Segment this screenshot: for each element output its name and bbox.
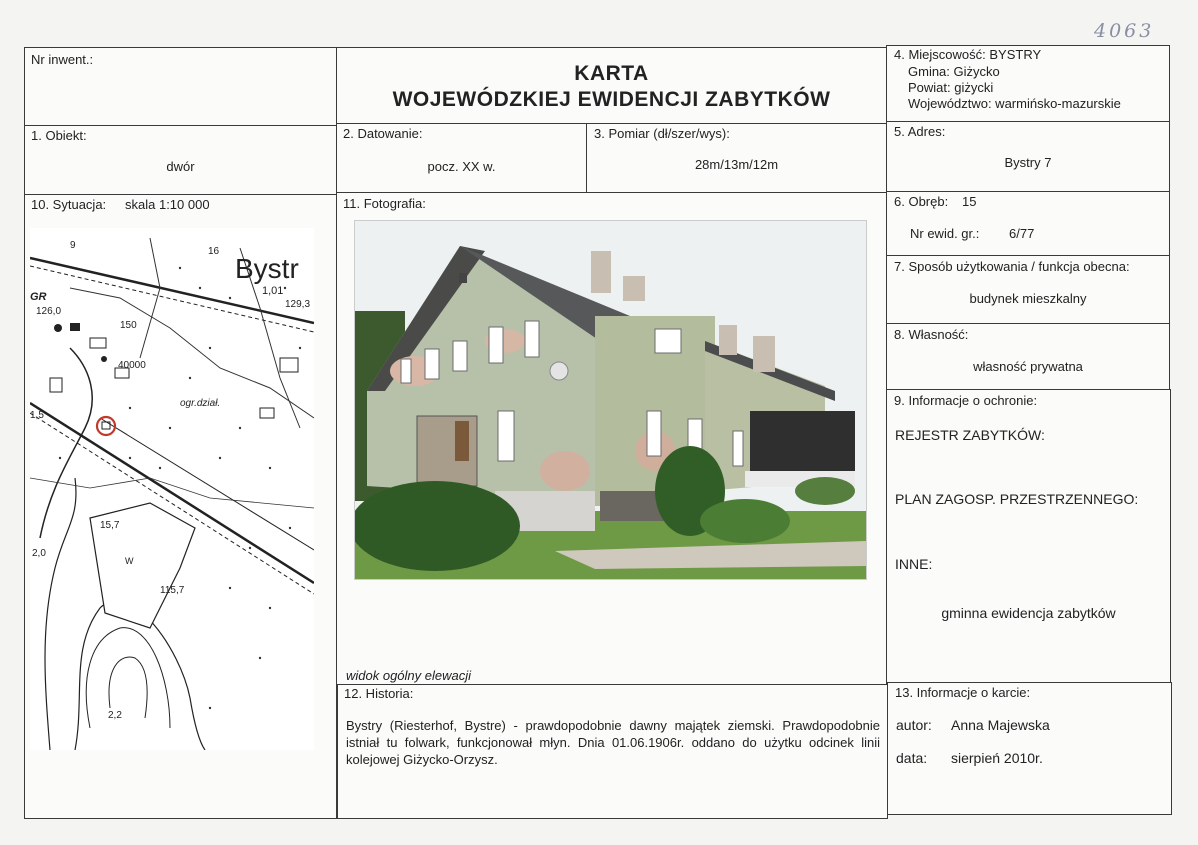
svg-text:126,0: 126,0 — [36, 306, 62, 317]
photo-caption: widok ogólny elewacji — [346, 668, 472, 683]
ownership-value: własność prywatna — [973, 359, 1083, 374]
voivodeship-value: Województwo: warmińsko-mazurskie — [908, 96, 1121, 111]
commune-value: Gmina: Giżycko — [908, 64, 1000, 79]
history-label: 12. Historia: — [344, 686, 414, 701]
protection-label: 9. Informacje o ochronie: — [894, 393, 1038, 408]
card-subtitle: WOJEWÓDZKIEJ EWIDENCJI ZABYTKÓW — [392, 88, 831, 111]
map-drawing — [30, 228, 314, 750]
svg-text:115,7: 115,7 — [160, 585, 185, 596]
svg-text:9: 9 — [70, 240, 76, 251]
ownership-cell — [886, 323, 1170, 390]
use-cell — [886, 255, 1170, 324]
svg-text:2,0: 2,0 — [32, 548, 46, 559]
other-label: INNE: — [895, 556, 933, 572]
use-label: 7. Sposób użytkowania / funkcja obecna: — [894, 259, 1130, 274]
svg-text:1,5: 1,5 — [30, 410, 44, 421]
map-label-bystr: Bystr — [235, 253, 299, 284]
dating-label: 2. Datowanie: — [343, 126, 423, 141]
precinct-cell — [886, 191, 1170, 256]
measure-value: 28m/13m/12m — [694, 157, 779, 172]
address-cell — [886, 121, 1170, 192]
svg-text:1,01: 1,01 — [262, 285, 284, 297]
svg-text:2,2: 2,2 — [108, 710, 122, 721]
inventory-cell — [24, 47, 337, 126]
svg-text:150: 150 — [120, 320, 137, 331]
parcel-value: 6/77 — [1009, 226, 1035, 241]
card-title: KARTA — [574, 62, 649, 85]
svg-text:16: 16 — [208, 246, 220, 257]
photo-label: 11. Fotografia: — [343, 196, 426, 211]
history-text: Bystry (Riesterhof, Bystre) - prawdopodobnie dawny majątek ziemski. Prawdopodobnie istniał tu folwark, funkcjonował młyn. Dnia 01.06.1906r. oddano do użytku odcinek linii kolejowej Giżycko-Orzysz. — [346, 718, 880, 767]
register-label: REJESTR ZABYTKÓW: — [895, 427, 1045, 443]
situation-scale: skala 1:10 000 — [125, 197, 210, 212]
dating-cell — [336, 123, 587, 195]
date-value: sierpień 2010r. — [951, 750, 1043, 766]
svg-text:40000: 40000 — [118, 360, 146, 371]
ownership-label: 8. Własność: — [894, 327, 969, 342]
precinct-value: 15 — [962, 194, 977, 209]
title-cell — [336, 47, 887, 126]
history-cell — [337, 684, 888, 819]
measure-cell — [586, 123, 887, 195]
other-value: gminna ewidencja zabytków — [941, 605, 1116, 621]
plan-label: PLAN ZAGOSP. PRZESTRZENNEGO: — [895, 491, 1139, 507]
author-value: Anna Majewska — [951, 717, 1050, 733]
situation-map — [30, 228, 314, 750]
photo-drawing — [355, 221, 866, 579]
locality-label: 4. Miejscowość: BYSTRY — [894, 47, 1042, 62]
use-value: budynek mieszkalny — [969, 291, 1087, 306]
svg-text:GR: GR — [30, 291, 47, 303]
card-number-handwritten: 4063 — [1094, 20, 1155, 42]
svg-text:W: W — [125, 556, 134, 566]
address-label: 5. Adres: — [894, 124, 946, 139]
svg-text:15,7: 15,7 — [100, 520, 120, 531]
measure-label: 3. Pomiar (dł/szer/wys): — [594, 126, 730, 141]
card-info-label: 13. Informacje o karcie: — [895, 685, 1031, 700]
address-value: Bystry 7 — [1004, 155, 1052, 170]
author-label: autor: — [896, 717, 932, 733]
situation-label: 10. Sytuacja: — [31, 197, 107, 212]
object-label: 1. Obiekt: — [31, 128, 87, 143]
parcel-label: Nr ewid. gr.: — [910, 226, 980, 241]
protection-cell — [886, 389, 1171, 683]
date-label: data: — [896, 750, 928, 766]
object-cell — [24, 125, 337, 195]
building-photo — [354, 220, 867, 580]
svg-text:129,3: 129,3 — [285, 299, 311, 310]
locality-cell — [886, 45, 1170, 122]
svg-text:ogr.dział.: ogr.dział. — [180, 398, 221, 409]
object-value: dwór — [166, 159, 195, 174]
dating-value: pocz. XX w. — [427, 159, 496, 174]
card-info-cell — [887, 682, 1172, 815]
inventory-label: Nr inwent.: — [31, 52, 94, 67]
precinct-label: 6. Obręb: — [894, 194, 949, 209]
county-value: Powiat: giżycki — [908, 80, 994, 95]
